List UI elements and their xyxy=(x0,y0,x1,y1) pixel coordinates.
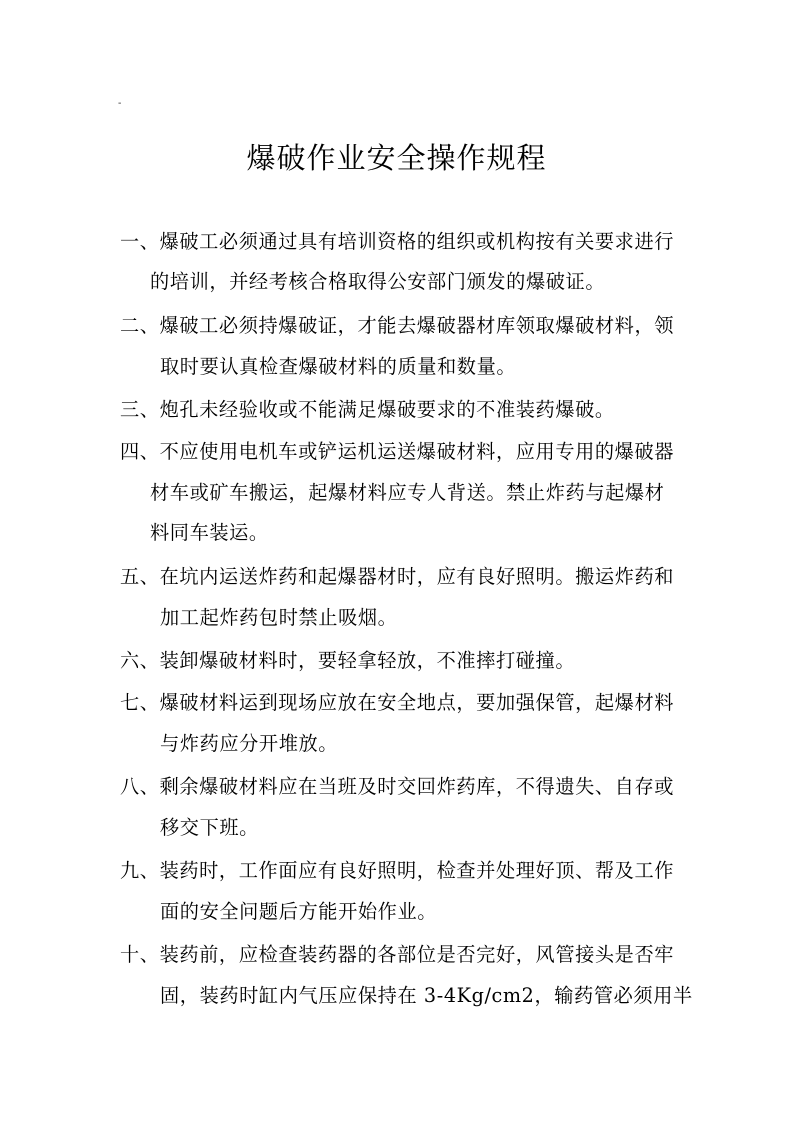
item-7-line-2: 与炸药应分开堆放。 xyxy=(160,732,339,755)
item-4-line-3: 料同车装运。 xyxy=(150,521,269,544)
item-10-line-2: 固，装药时缸内气压应保持在 3-4Kg/cm2，输药管必须用半 xyxy=(160,984,693,1007)
item-5-line-2: 加工起炸药包时禁止吸烟。 xyxy=(160,606,398,629)
item-8-line-2: 移交下班。 xyxy=(160,816,259,839)
item-1-line-2: 的培训，并经考核合格取得公安部门颁发的爆破证。 xyxy=(150,270,606,293)
item-4-line-2: 材车或矿车搬运，起爆材料应专人背送。禁止炸药与起爆材 xyxy=(150,481,665,504)
item-8-line-1: 八、剩余爆破材料应在当班及时交回炸药库，不得遗失、自存或 xyxy=(120,775,675,798)
item-10-line-1: 十、装药前，应检查装药器的各部位是否完好，风管接头是否牢 xyxy=(120,943,675,966)
item-2-line-2: 取时要认真检查爆破材料的质量和数量。 xyxy=(160,355,517,378)
item-2-line-1: 二、爆破工必须持爆破证，才能去爆破器材库领取爆破材料，领 xyxy=(120,314,675,337)
item-1-line-1: 一、爆破工必须通过具有培训资格的组织或机构按有关要求进行 xyxy=(120,230,675,253)
document-title: 爆破作业安全操作规程 xyxy=(246,141,547,175)
item-3-line-1: 三、炮孔未经验收或不能满足爆破要求的不准装药爆破。 xyxy=(120,398,615,421)
item-9-line-2: 面的安全问题后方能开始作业。 xyxy=(160,900,438,923)
item-5-line-1: 五、在坑内运送炸药和起爆器材时，应有良好照明。搬运炸药和 xyxy=(120,565,675,588)
item-4-line-1: 四、不应使用电机车或铲运机运送爆破材料，应用专用的爆破器 xyxy=(120,440,675,463)
item-7-line-1: 七、爆破材料运到现场应放在安全地点，要加强保管，起爆材料 xyxy=(120,691,675,714)
item-6-line-1: 六、装卸爆破材料时，要轻拿轻放，不准摔打碰撞。 xyxy=(120,649,576,672)
item-9-line-1: 九、装药时，工作面应有良好照明，检查并处理好顶、帮及工作 xyxy=(120,859,675,882)
header-mark: - xyxy=(118,98,122,109)
